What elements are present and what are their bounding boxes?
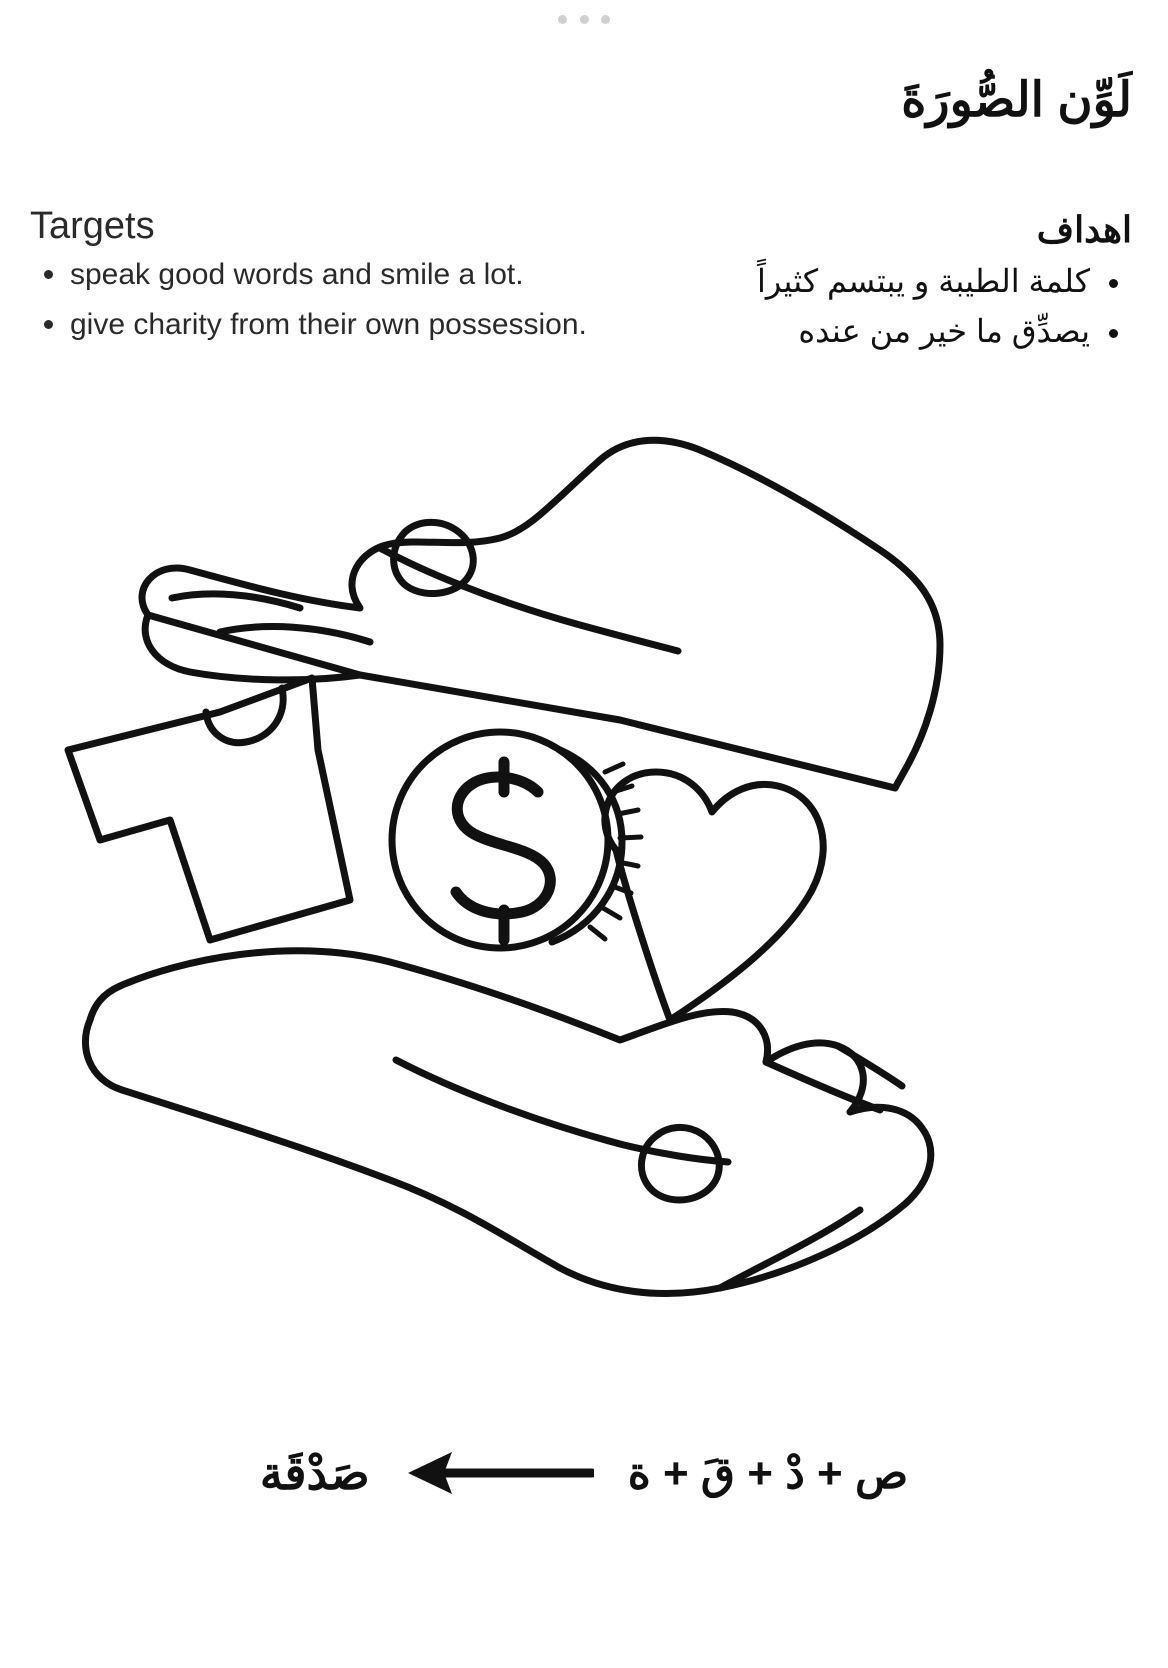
word-letters: ص + دْ + قَ + ة: [627, 1448, 909, 1498]
word-builder-row: [0, 1428, 1168, 1518]
charity-illustration: [60, 420, 1060, 1350]
open-hand-bottom-icon: [85, 951, 930, 1294]
page-menu-dots[interactable]: [0, 8, 1168, 32]
targets-list-english: [30, 251, 605, 349]
dot-3: [601, 15, 610, 24]
dollar-coin-icon: [392, 732, 641, 948]
targets-section-english: [30, 205, 605, 351]
list-item: يصدِّق ما خير من عنده: [592, 307, 1090, 357]
word-result: صَدْقَة: [259, 1447, 370, 1499]
targets-heading-arabic: اهداف: [1036, 209, 1132, 250]
arrow-left-icon: [404, 1450, 594, 1496]
targets-section-arabic: [592, 208, 1132, 356]
list-item: كلمة الطيبة و يبتسم كثيراً: [592, 257, 1090, 307]
page-title-arabic: لَوِّن الصُّورَةَ: [901, 74, 1132, 127]
targets-heading-english: Targets: [30, 205, 155, 247]
dot-2: [580, 15, 589, 24]
list-item: give charity from their own possession.: [70, 301, 605, 349]
targets-list-arabic: [592, 257, 1132, 356]
tshirt-icon: [68, 678, 350, 940]
dot-1: [558, 15, 567, 24]
list-item: speak good words and smile a lot.: [70, 251, 605, 299]
